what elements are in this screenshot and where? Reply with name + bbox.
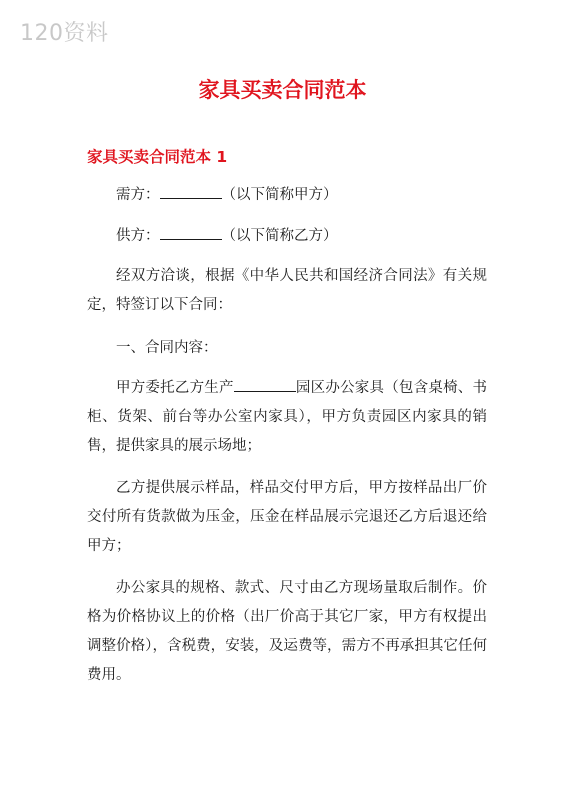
clause-1-blank (234, 377, 296, 392)
party-b-label: 供方： (116, 228, 160, 244)
party-a-line (87, 181, 487, 210)
party-b-suffix: （以下简称乙方） (221, 228, 338, 244)
clause-3-paragraph: 办公家具的规格、款式、尺寸由乙方现场量取后制作。价格为价格协议上的价格（出厂价高于其它厂家，甲方有权提出调整价格），含税费，安装，及运费等，需方不再承担其它任何费用。 (87, 580, 487, 683)
party-a-suffix: （以下简称甲方） (221, 187, 338, 203)
clause-1-paragraph (87, 374, 487, 461)
clause-1-after: 园区办公家具（包含桌椅、书柜、货架、前台等办公室内家具），甲方负责园区内家具的销售，提供家具的展示场地； (87, 380, 488, 454)
clause-1-before: 甲方委托乙方生产 (116, 380, 234, 396)
section-title: 家具买卖合同范本 1 (87, 148, 228, 166)
watermark-logo: 120资料 (20, 21, 109, 46)
clause-2-paragraph: 乙方提供展示样品，样品交付甲方后，甲方按样品出厂价交付所有货款做为压金，压金在样品展示完退还乙方后退还给甲方； (87, 480, 487, 554)
party-a-label: 需方： (116, 187, 160, 203)
document-title: 家具买卖合同范本 (198, 77, 367, 102)
clause-heading: 一、合同内容： (116, 340, 218, 356)
party-a-blank (160, 184, 222, 199)
intro-paragraph: 经双方洽谈，根据《中华人民共和国经济合同法》有关规定，特签订以下合同： (87, 268, 487, 313)
party-b-line (87, 222, 487, 251)
party-b-blank (160, 225, 222, 240)
